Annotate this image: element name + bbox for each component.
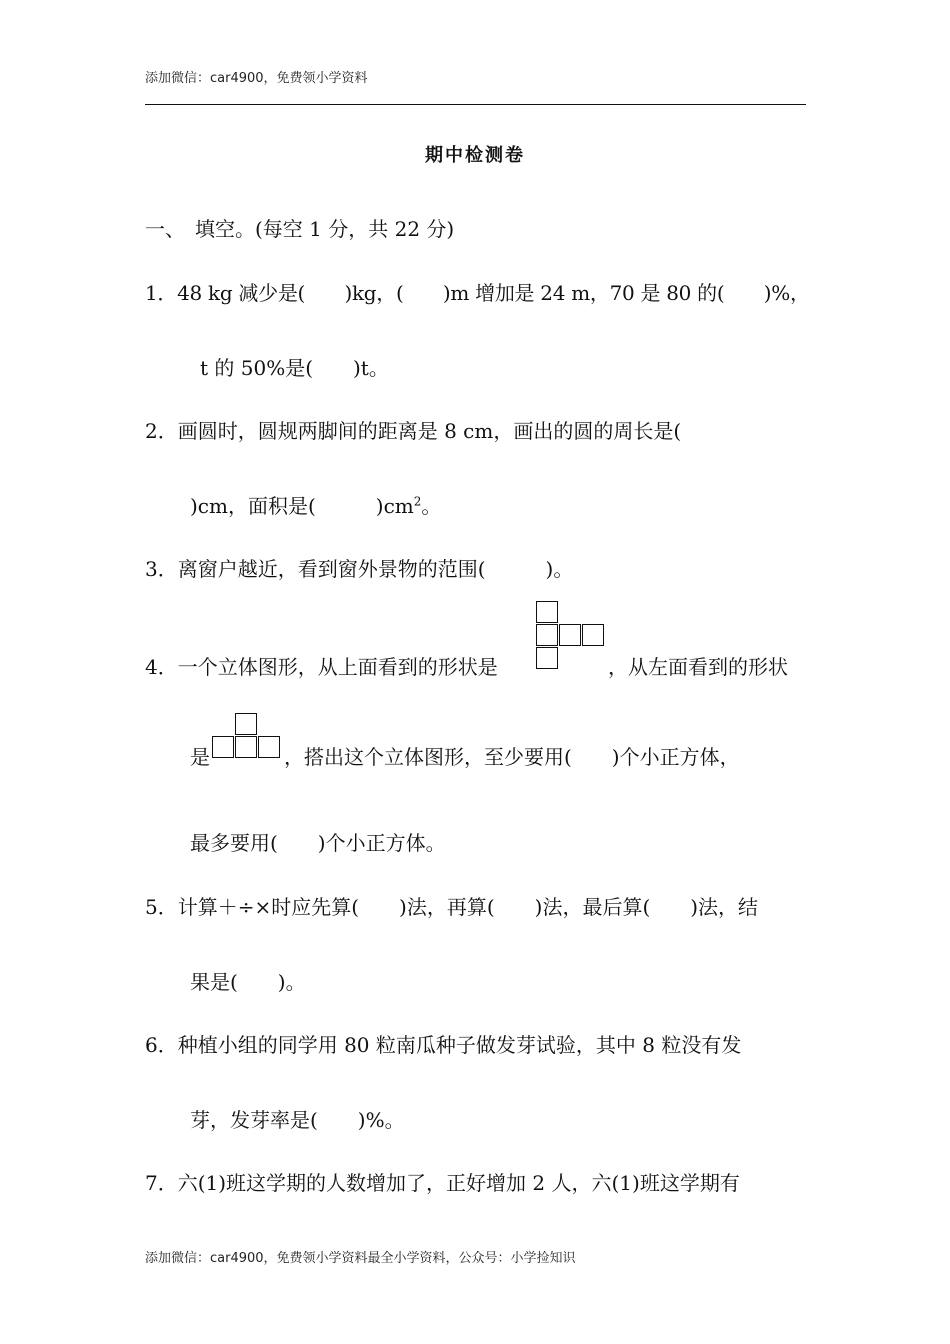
header-note: 添加微信：car4900，免费领小学资料 (145, 71, 368, 86)
question-2-line-2-end: 。 (421, 494, 442, 518)
left-view-cell (258, 736, 280, 758)
question-2-line-1: 2．画圆时，圆规两脚间的距离是 8 cm，画出的圆的周长是( (145, 419, 682, 443)
question-3-line-1: 3．离窗户越近，看到窗外景物的范围( )。 (145, 557, 574, 581)
top-view-cell (582, 624, 604, 646)
left-view-figure (212, 713, 282, 759)
question-4-line-3: 最多要用( )个小正方体。 (190, 831, 446, 855)
question-4-line-2-end: ，搭出这个立体图形，至少要用( )个小正方体， (284, 745, 740, 769)
header-divider (145, 104, 806, 105)
top-view-cell (536, 624, 558, 646)
left-view-cell (235, 713, 257, 735)
left-view-cell (212, 736, 234, 758)
left-view-cell (235, 736, 257, 758)
top-view-figure (536, 601, 606, 671)
top-view-cell (536, 647, 558, 669)
question-4-line-1-end: ，从左面看到的形状 (608, 655, 788, 679)
question-6-line-2: 芽，发芽率是( )%。 (190, 1108, 405, 1132)
question-1-line-2: t 的 50%是( )t。 (200, 356, 389, 380)
footer-note: 添加微信：car4900，免费领小学资料最全小学资料，公众号：小学捡知识 (145, 1251, 576, 1266)
top-view-cell (559, 624, 581, 646)
page-title: 期中检测卷 (425, 145, 525, 166)
question-7-line-1: 7．六(1)班这学期的人数增加了，正好增加 2 人，六(1)班这学期有 (145, 1171, 740, 1195)
question-4-line-2-start: 是 (190, 745, 210, 769)
section-heading: 一、 填空。(每空 1 分，共 22 分) (145, 217, 455, 241)
question-5-line-2: 果是( )。 (190, 970, 306, 994)
question-2-line-2 (190, 490, 441, 519)
question-4-line-1-start: 4．一个立体图形，从上面看到的形状是 (145, 655, 498, 679)
squared-superscript: 2 (413, 494, 422, 509)
question-1-line-1: 1．48 kg 减少是( )kg，( )m 增加是 24 m，70 是 80 的( )%， (145, 281, 810, 305)
question-2-line-2-text: )cm，面积是( )cm (190, 494, 414, 518)
top-view-cell (536, 601, 558, 623)
question-5-line-1: 5．计算＋÷×时应先算( )法，再算( )法，最后算( )法，结 (145, 895, 759, 919)
question-6-line-1: 6．种植小组的同学用 80 粒南瓜种子做发芽试验，其中 8 粒没有发 (145, 1033, 742, 1057)
